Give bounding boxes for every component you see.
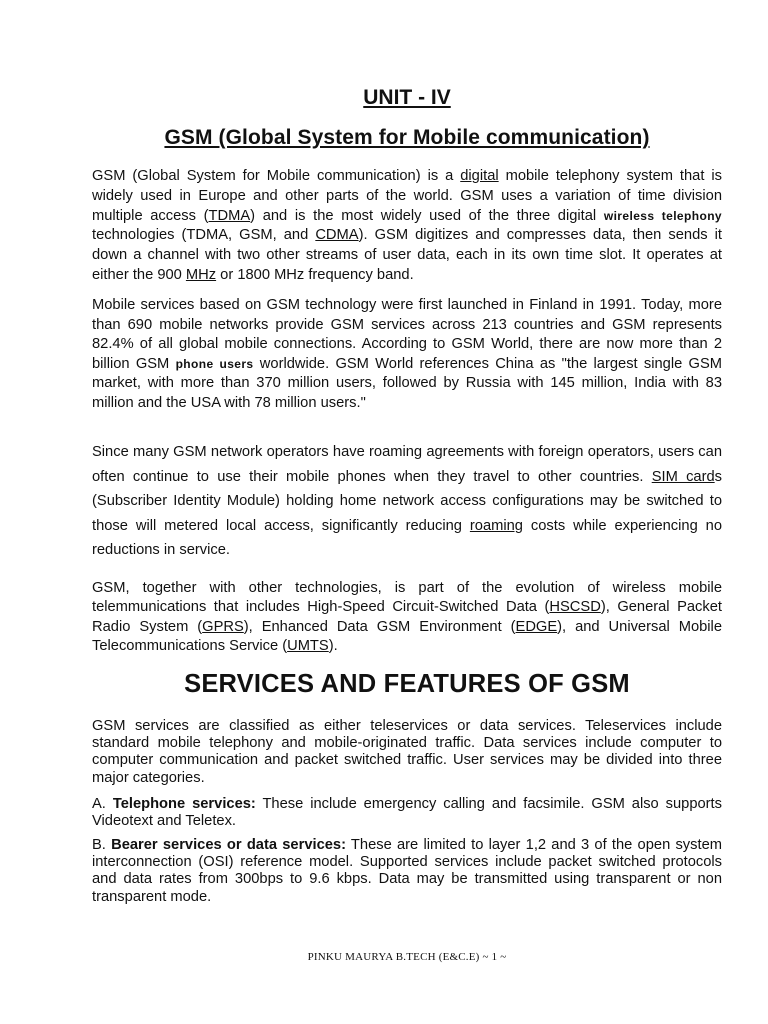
paragraph-services-intro: GSM services are classified as either teleservices or data services. Teleservices include standard mobile telephony and mobile-originated traffic. Data services include computer to computer communication and packet switched traffic. User services may be divided into three major categories.	[92, 718, 722, 786]
page-footer: PINKU MAURYA B.TECH (E&C.E) ~ 1 ~	[307, 951, 507, 963]
link-hscsd[interactable]: HSCSD	[549, 599, 601, 616]
link-umts[interactable]: UMTS	[287, 637, 329, 654]
section-heading: SERVICES AND FEATURES OF GSM	[184, 670, 630, 698]
text: ), Enhanced Data GSM Environment (	[243, 618, 516, 635]
link-tdma[interactable]: TDMA	[208, 207, 251, 224]
term-phone-users: phone users	[175, 356, 254, 371]
paragraph-gsm-history	[92, 296, 722, 414]
text: GSM, together with other technologies, is part of the evolution of wireless mobile telemmunications that includes High-Speed Circuit-Switched Data (	[92, 580, 722, 616]
paragraph-roaming	[92, 440, 722, 563]
text: GSM (Global System for Mobile communication) is a	[92, 168, 461, 184]
link-roaming[interactable]: roaming	[469, 517, 523, 534]
term-wireless-telephony: wireless telephony	[603, 208, 722, 223]
text: costs while experiencing no reductions in service.	[92, 517, 723, 558]
text: technologies (TDMA, GSM, and	[92, 227, 316, 244]
list-marker: B.	[92, 837, 112, 853]
text: ), General Packet Radio System (	[92, 599, 722, 635]
list-marker: A.	[92, 796, 113, 812]
link-digital[interactable]: digital	[460, 168, 499, 184]
link-cdma[interactable]: CDMA	[315, 227, 359, 244]
link-mhz[interactable]: MHz	[185, 266, 217, 283]
text: ), and Universal Mobile Telecommunications Service (	[92, 618, 722, 654]
paragraph-gsm-intro	[92, 167, 722, 286]
text: worldwide. GSM World references China as "the largest single GSM market, with more than 370 million users, followed by Russia with 145 million, India with 83 million and the USA with 78 million users."	[92, 355, 722, 411]
text: ). GSM digitizes and compresses data, then sends it down a channel with two other streams of user data, each in its own time slot. It operates at either the 900	[92, 227, 722, 283]
link-gprs[interactable]: GPRS	[202, 618, 244, 635]
link-edge[interactable]: EDGE	[515, 618, 558, 635]
text: These are limited to layer 1,2 and 3 of the open system interconnection (OSI) reference model. Supported services include packet switched protocols and data rates from 300bps to 9.6 kbps. Data may be transmitted using transparent or non transparent mode.	[92, 837, 722, 905]
page-title: GSM (Global System for Mobile communication)	[164, 126, 650, 149]
text: ).	[328, 637, 338, 654]
paragraph-telephone-services	[92, 796, 722, 830]
term-telephone-services: Telephone services:	[112, 796, 256, 812]
text: Since many GSM network operators have roaming agreements with foreign operators, users can often continue to use their mobile phones when they travel to other countries.	[92, 444, 722, 485]
text: These include emergency calling and facsimile. GSM also supports Videotext and Teletex.	[92, 796, 722, 830]
term-bearer-services: Bearer services or data services:	[111, 837, 346, 853]
text: s (Subscriber Identity Module) holding home network access configurations may be switched to those will metered local access, significantly reducing	[92, 468, 722, 534]
link-sim-card[interactable]: SIM card	[651, 468, 715, 485]
paragraph-evolution	[92, 579, 722, 656]
unit-heading: UNIT - IV	[363, 86, 451, 109]
text: or 1800 MHz frequency band.	[216, 266, 414, 283]
text: mobile telephony system that is widely used in Europe and other parts of the world. GSM uses a variation of time division multiple access (	[92, 168, 722, 224]
text: Mobile services based on GSM technology were first launched in Finland in 1991. Today, more than 690 mobile networks provide GSM services across 213 countries and GSM represents 82.4% of all global mobile connections. According to GSM World, there are now more than 2 billion GSM	[92, 297, 722, 372]
text: ) and is the most widely used of the three digital	[250, 207, 604, 224]
paragraph-bearer-services	[92, 837, 722, 906]
